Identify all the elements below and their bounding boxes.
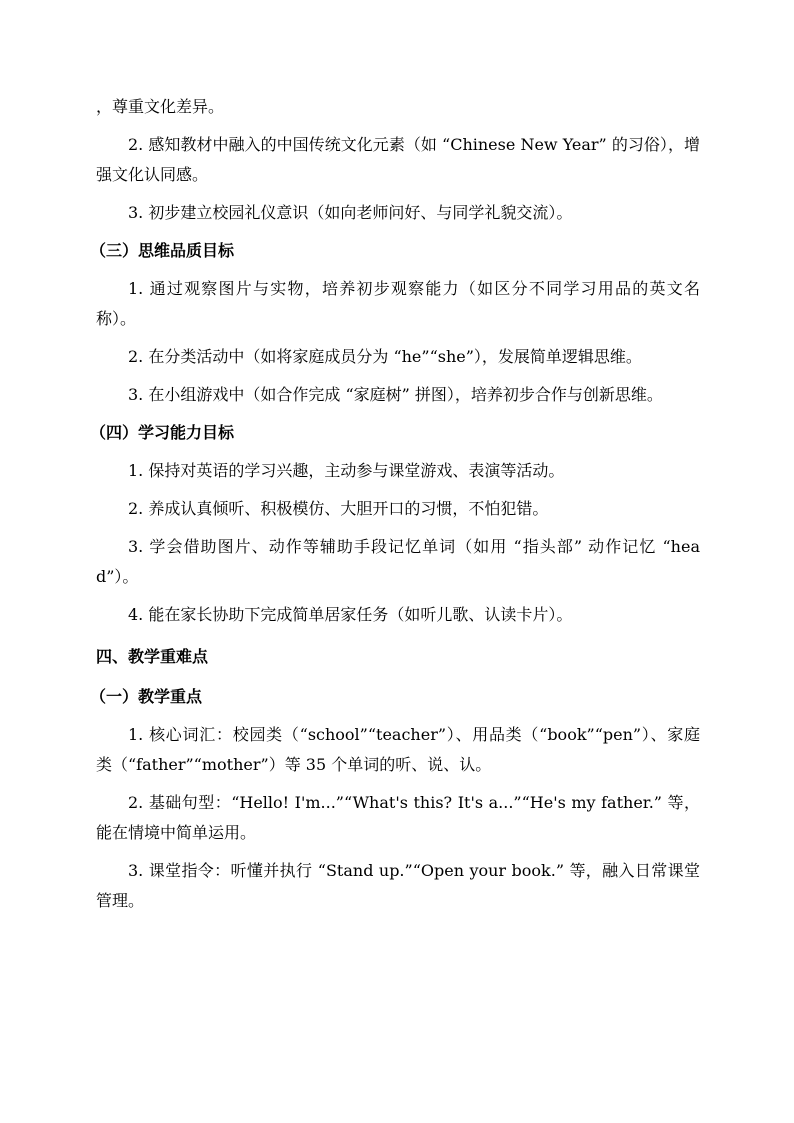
key-points-heading: （一）教学重点 [90, 687, 203, 706]
key-point-3: 3. 课堂指令：听懂并执行 “Stand up.”“Open your book.” 等，融入日常课堂管理。 [96, 861, 700, 910]
learning-heading: （四）学习能力目标 [90, 423, 235, 442]
culture-item-2: 2. 感知教材中融入的中国传统文化元素（如 “Chinese New Year” 的习俗），增强文化认同感。 [96, 135, 700, 184]
learning-item-1: 1. 保持对英语的学习兴趣，主动参与课堂游戏、表演等活动。 [128, 461, 565, 480]
thinking-heading: （三）思维品质目标 [90, 241, 235, 260]
key-point-2: 2. 基础句型：“Hello! I'm...”“What's this? It's a...”“He's my father.” 等，能在情境中简单运用。 [96, 793, 700, 842]
learning-item-2: 2. 养成认真倾听、积极模仿、大胆开口的习惯，不怕犯错。 [128, 499, 549, 518]
section4-heading: 四、教学重难点 [96, 647, 209, 666]
culture-item-3: 3. 初步建立校园礼仪意识（如向老师问好、与同学礼貌交流）。 [128, 203, 573, 222]
intro-fragment: ，尊重文化差异。 [96, 97, 225, 116]
learning-item-4: 4. 能在家长协助下完成简单居家任务（如听儿歌、认读卡片）。 [128, 605, 573, 624]
thinking-item-1: 1. 通过观察图片与实物，培养初步观察能力（如区分不同学习用品的英文名称）。 [96, 279, 700, 328]
learning-item-3: 3. 学会借助图片、动作等辅助手段记忆单词（如用 “指头部” 动作记忆 “head”）。 [96, 537, 700, 586]
key-point-1: 1. 核心词汇：校园类（“school”“teacher”）、用品类（“book”“pen”）、家庭类（“father”“mother”）等 35 个单词的听、说、认。 [96, 725, 700, 774]
thinking-item-3: 3. 在小组游戏中（如合作完成 “家庭树” 拼图），培养初步合作与创新思维。 [128, 385, 663, 404]
thinking-item-2: 2. 在分类活动中（如将家庭成员分为 “he”“she”），发展简单逻辑思维。 [128, 347, 642, 366]
document-page [90, 92, 700, 924]
